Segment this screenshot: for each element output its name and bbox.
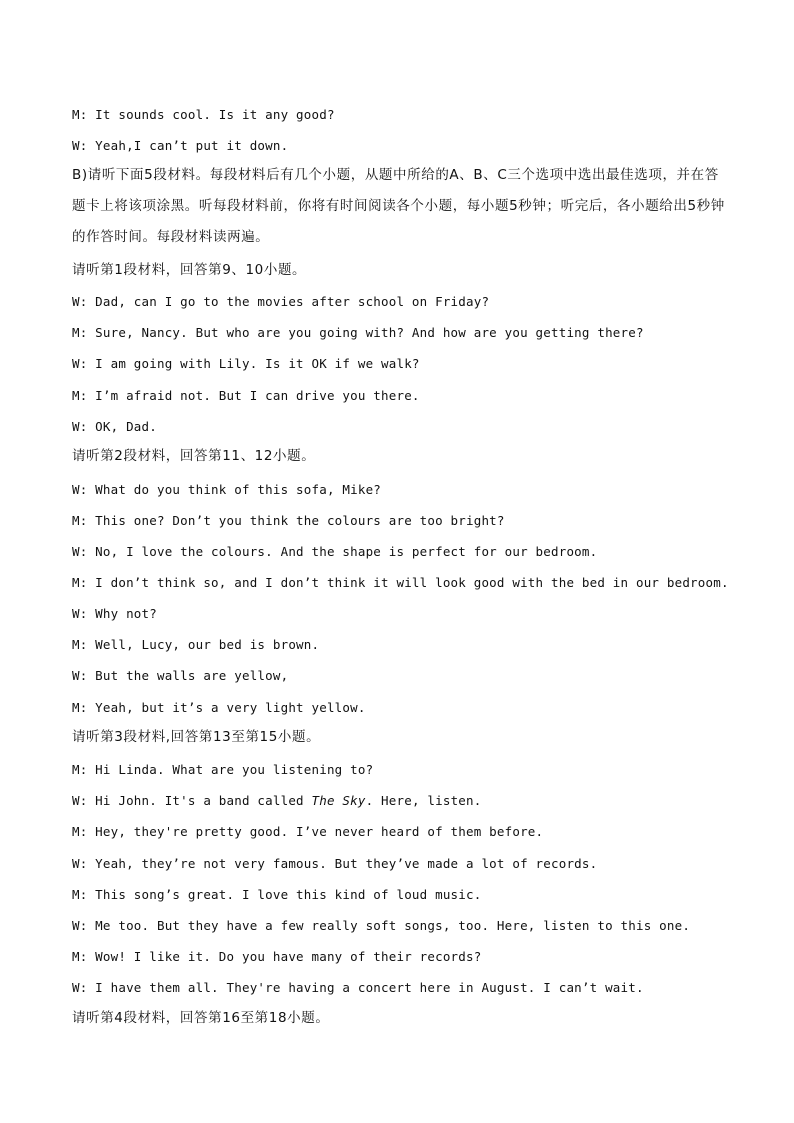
section-heading-2: 请听第2段材料，回答第11、12小题。 — [72, 448, 316, 464]
section-heading-4: 请听第4段材料，回答第16至第18小题。 — [72, 1010, 330, 1026]
section-heading-3: 请听第3段材料,回答第13至第15小题。 — [72, 729, 321, 745]
dialogue-line: M: Hi Linda. What are you listening to? — [72, 762, 374, 777]
dialogue-line: M: This one? Don’t you think the colours are too bright? — [72, 513, 505, 528]
dialogue-line: M: This song’s great. I love this kind of loud music. — [72, 887, 482, 902]
dialogue-line: W: OK, Dad. — [72, 419, 157, 434]
band-name: The Sky — [311, 793, 366, 808]
dialogue-line: M: Sure, Nancy. But who are you going with? And how are you getting there? — [72, 325, 644, 340]
dialogue-line: M: Yeah, but it’s a very light yellow. — [72, 700, 366, 715]
dialogue-line: W: But the walls are yellow, — [72, 668, 289, 683]
dialogue-line: W: I have them all. They're having a concert here in August. I can’t wait. — [72, 980, 644, 995]
dialogue-line — [72, 793, 732, 809]
dialogue-text: . Here, listen. — [365, 793, 482, 808]
dialogue-line: W: Yeah,I can’t put it down. — [72, 138, 289, 153]
dialogue-line: M: I don’t think so, and I don’t think it will look good with the bed in our bedroom. — [72, 575, 729, 590]
dialogue-line: M: It sounds cool. Is it any good? — [72, 107, 335, 122]
dialogue-line: M: Hey, they're pretty good. I’ve never heard of them before. — [72, 824, 544, 839]
dialogue-line: W: Dad, can I go to the movies after school on Friday? — [72, 294, 490, 309]
dialogue-text: W: Hi John. It's a band called — [72, 793, 312, 808]
dialogue-line: M: I’m afraid not. But I can drive you there. — [72, 388, 420, 403]
section-b-instructions: B)请听下面5段材料。每段材料后有几个小题，从题中所给的A、B、C三个选项中选出最佳选项，并在答题卡上将该项涂黑。听每段材料前，你将有时间阅读各个小题，每小题5秒钟；听完后，各小题给出5秒钟的作答时间。每段材料读两遍。 — [72, 167, 725, 245]
dialogue-line: W: I am going with Lily. Is it OK if we walk? — [72, 356, 420, 371]
dialogue-line: W: No, I love the colours. And the shape is perfect for our bedroom. — [72, 544, 598, 559]
dialogue-line: W: Why not? — [72, 606, 157, 621]
dialogue-line: W: Yeah, they’re not very famous. But they’ve made a lot of records. — [72, 856, 598, 871]
dialogue-line: M: Wow! I like it. Do you have many of their records? — [72, 949, 482, 964]
section-heading-1: 请听第1段材料，回答第9、10小题。 — [72, 262, 307, 278]
dialogue-line: W: What do you think of this sofa, Mike? — [72, 482, 382, 497]
dialogue-line: W: Me too. But they have a few really soft songs, too. Here, listen to this one. — [72, 918, 691, 933]
dialogue-line: M: Well, Lucy, our bed is brown. — [72, 637, 320, 652]
